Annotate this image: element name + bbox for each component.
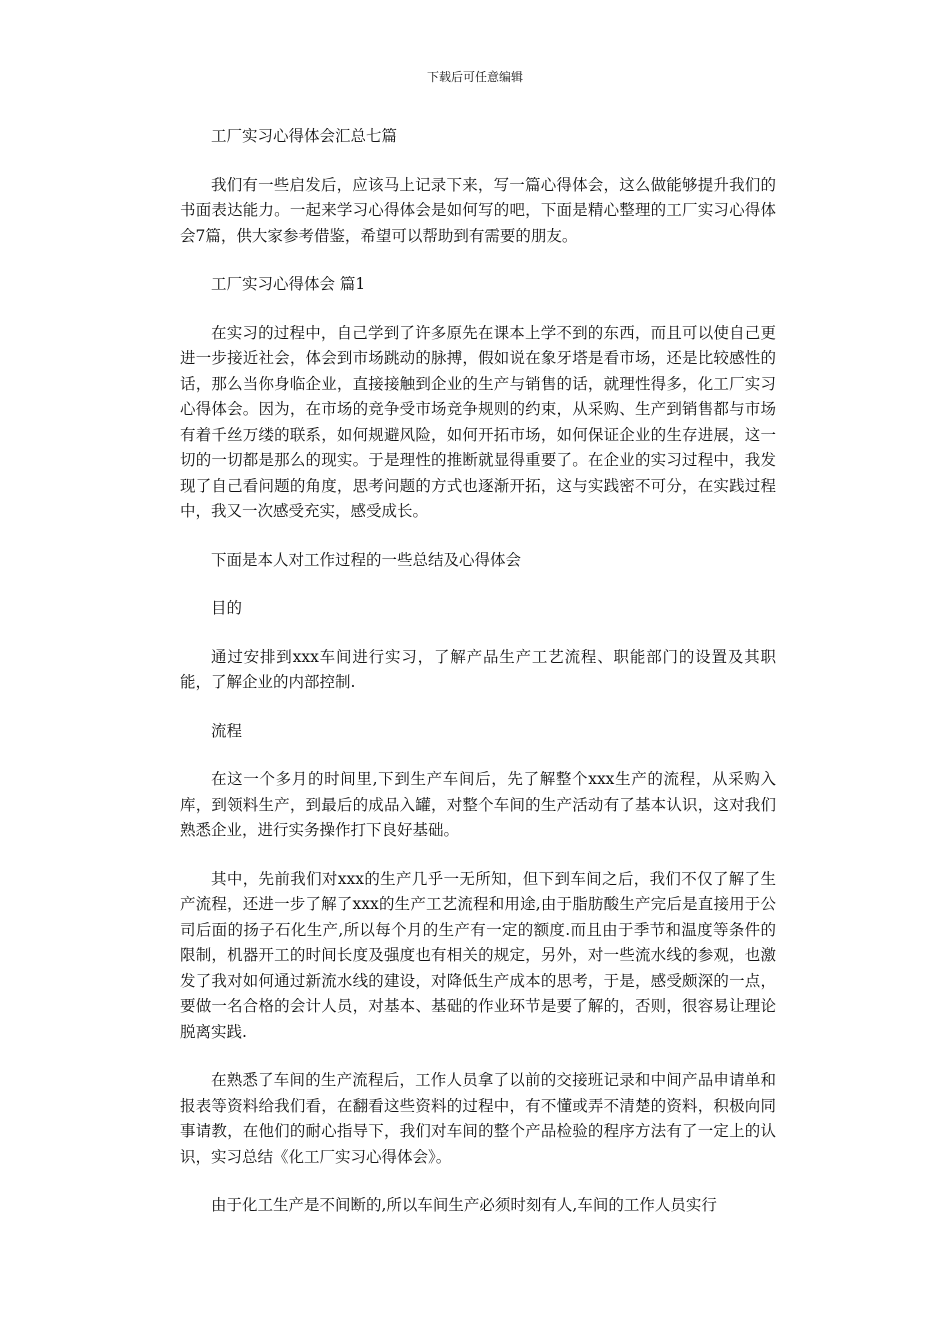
- paragraph-truncated: 由于化工生产是不间断的,所以车间生产必须时刻有人,车间的工作人员实行: [211, 1196, 717, 1214]
- paragraph: 通过安排到xxx车间进行实习，了解产品生产工艺流程、职能部门的设置及其职能，了解企业的内部控制.: [180, 647, 776, 691]
- paragraph: 在熟悉了车间的生产流程后，工作人员拿了以前的交接班记录和中间产品申请单和报表等资料给我们看，在翻看这些资料的过程中，有不懂或弄不清楚的资料，积极向同事请教，在他们的耐心指导下，我们对车间的整个产品检验的程序方法有了一定上的认识，实习总结《化工厂实习心得体会》。: [180, 1071, 776, 1166]
- paragraph: 在这一个多月的时间里,下到生产车间后，先了解整个xxx生产的流程，从采购入库，到领料生产，到最后的成品入罐，对整个车间的生产活动有了基本认识，这对我们熟悉企业，进行实务操作打下良好基础。: [180, 770, 776, 839]
- paragraph: 在实习的过程中，自己学到了许多原先在课本上学不到的东西，而且可以使自己更进一步接近社会，体会到市场跳动的脉搏，假如说在象牙塔是看市场，还是比较感性的话，那么当你身临企业，直接接触到企业的生产与销售的话，就理性得多，化工厂实习心得体会。因为，在市场的竞争受市场竞争规则的约束，从采购、生产到销售都与市场有着千丝万缕的联系，如何规避风险，如何开拓市场，如何保证企业的生存进展，这一切的一切都是那么的现实。于是理性的推断就显得重要了。在企业的实习过程中，我发现了自己看问题的角度，思考问题的方式也逐渐开拓，这与实践密不可分，在实践过程中，我又一次感受充实，感受成长。: [180, 323, 776, 520]
- subheading-purpose: 目的: [211, 599, 243, 617]
- subheading-summary: 下面是本人对工作过程的一些总结及心得体会: [211, 550, 522, 569]
- page-header-note: 下载后可任意编辑: [426, 70, 523, 84]
- subheading-process: 流程: [211, 721, 243, 740]
- section-heading-part1: 工厂实习心得体会 篇1: [211, 275, 366, 293]
- paragraph: 其中，先前我们对xxx的生产几乎一无所知，但下到车间之后，我们不仅了解了生产流程，还进一步了解了xxx的生产工艺流程和用途,由于脂肪酸生产完后是直接用于公司后面的扬子石化生产,所以每个月的生产有一定的额度.而且由于季节和温度等条件的限制，机器开工的时间长度及强度也有相关的规定，另外，对一些流水线的参观，也激发了我对如何通过新流水线的建设，对降低生产成本的思考，于是，感受颇深的一点，要做一名合格的会计人员，对基本、基础的作业环节是要了解的，否则，很容易让理论脱离实践.: [180, 869, 776, 1041]
- paragraph-intro: 我们有一些启发后，应该马上记录下来，写一篇心得体会，这么做能够提升我们的书面表达能力。一起来学习心得体会是如何写的吧，下面是精心整理的工厂实习心得体会7篇，供大家参考借鉴，希望可以帮助到有需要的朋友。: [180, 175, 776, 245]
- document-body: [180, 124, 776, 1242]
- document-title: 工厂实习心得体会汇总七篇: [211, 127, 398, 145]
